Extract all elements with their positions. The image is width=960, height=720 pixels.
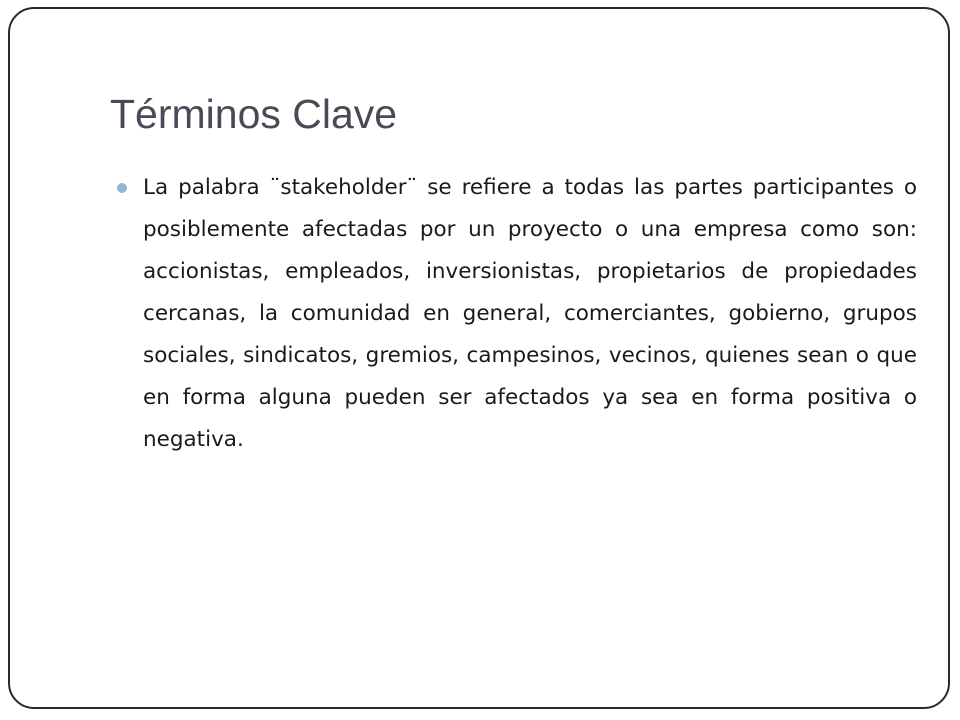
slide-title: Términos Clave bbox=[110, 91, 398, 137]
bullet-item bbox=[115, 167, 917, 461]
bullet-list bbox=[115, 167, 917, 461]
slide-frame bbox=[8, 7, 950, 709]
bullet-text: La palabra ¨stakeholder¨ se refiere a todas las partes participantes o posiblemente afectadas por un proyecto o una empresa como son: accionistas, empleados, inversionistas, propietarios de propiedades cercanas, la comunidad en general, comerciantes, gobierno, grupos sociales, sindicatos, gremios, campesinos, vecinos, quienes sean o que en forma alguna pueden ser afectados ya sea en forma positiva o negativa. bbox=[143, 175, 917, 452]
bullet-dot-icon bbox=[117, 183, 127, 193]
